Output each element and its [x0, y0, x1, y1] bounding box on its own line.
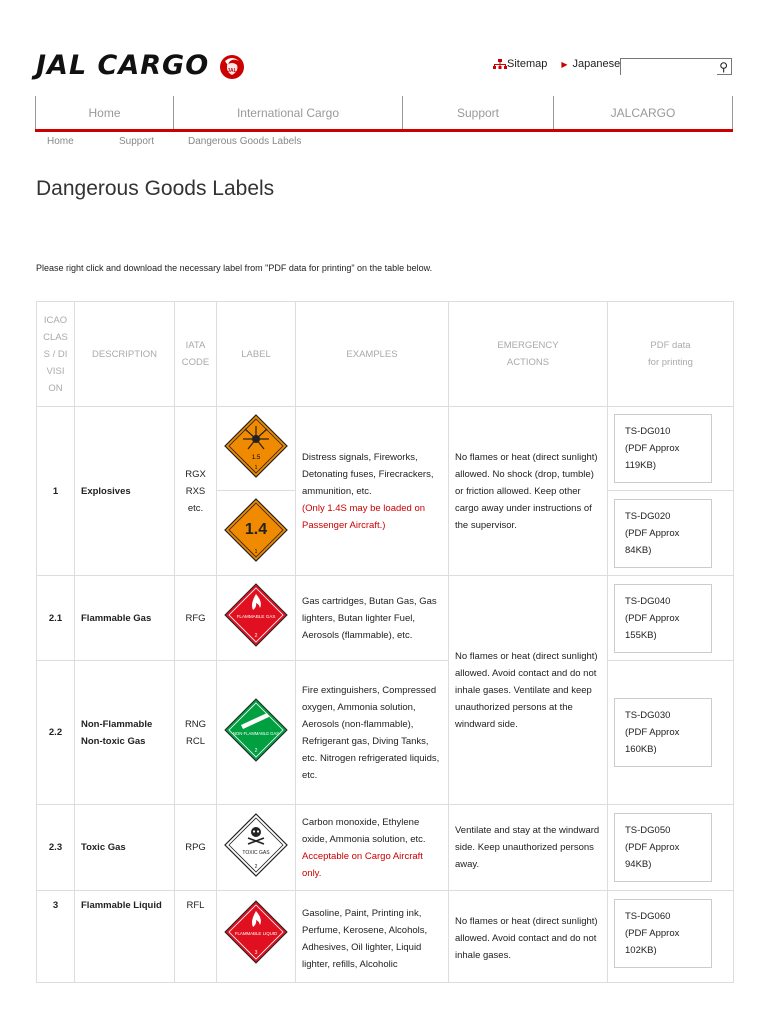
- pdf-cell: [608, 891, 734, 983]
- sitemap-link[interactable]: [493, 58, 547, 70]
- pdf-cell: [608, 661, 734, 805]
- search-box: [620, 58, 732, 75]
- header-iata: IATA CODE: [175, 302, 217, 407]
- emergency-cell: Ventilate and stay at the windward side. Keep unauthorized persons away.: [449, 805, 608, 891]
- header-description: DESCRIPTION: [75, 302, 175, 407]
- table-row-class-2-3: [37, 805, 734, 891]
- utility-links: [493, 58, 620, 70]
- explosive-label-division: 1.5: [251, 454, 261, 461]
- toxic-gas-label-text: TOXIC GAS: [242, 849, 270, 856]
- emergency-cell: No flames or heat (direct sunlight) allowed. No shock (drop, tumble) or friction allowed. Keep other cargo away under instructions of the supervisor.: [449, 407, 608, 576]
- nav-home[interactable]: Home: [35, 96, 173, 129]
- pdf-download-ts-dg020[interactable]: TS-DG020 (PDF Approx 84KB): [614, 499, 712, 568]
- intro-text: Please right click and download the necessary label from "PDF data for printing" on the table below.: [36, 263, 433, 273]
- logo-text: JAL CARGO: [36, 50, 210, 81]
- examples-cell: Fire extinguishers, Compressed oxygen, Ammonia solution, Aerosols (non-flammable), Refrigerant gas, Diving Tanks, etc. Nitrogen refrigerated liquids, etc.: [296, 661, 449, 805]
- pdf-cell: [608, 576, 734, 661]
- header-examples: EXAMPLES: [296, 302, 449, 407]
- explosive-1-4-label-class: 1: [254, 549, 258, 555]
- breadcrumb-support[interactable]: Support: [119, 136, 155, 147]
- toxic-gas-label-icon: [223, 812, 289, 878]
- pdf-download-ts-dg030[interactable]: TS-DG030 (PDF Approx 160KB): [614, 698, 712, 767]
- pdf-cell: [608, 805, 734, 891]
- arrow-right-icon: ▶: [561, 59, 568, 69]
- dangerous-goods-table: [36, 301, 734, 983]
- description-cell: Flammable Gas: [75, 576, 175, 661]
- label-cell: [217, 491, 296, 576]
- non-flammable-gas-label-icon: [223, 697, 289, 763]
- logo[interactable]: [36, 50, 247, 81]
- pdf-cell: [608, 491, 734, 576]
- explosive-1-4-label-text: 1.4: [244, 521, 268, 538]
- flammable-liquid-label-class: 3: [254, 950, 258, 956]
- explosive-label-icon: [223, 413, 289, 479]
- table-row-class-2-2: [37, 661, 734, 805]
- examples-note: (Only 1.4S may be loaded on Passenger Aircraft.): [302, 502, 426, 531]
- nav-jalcargo[interactable]: JALCARGO: [553, 96, 733, 129]
- breadcrumb-home[interactable]: Home: [47, 136, 74, 147]
- description-cell: Flammable Liquid: [75, 891, 175, 983]
- class-cell: 2.1: [37, 576, 75, 661]
- flammable-liquid-label-icon: [223, 899, 289, 965]
- crane-emblem-icon: [217, 51, 247, 81]
- pdf-download-ts-dg010[interactable]: TS-DG010 (PDF Approx 119KB): [614, 414, 712, 483]
- label-cell: [217, 407, 296, 491]
- iata-code-cell: RGX RXS etc.: [175, 407, 217, 576]
- table-row-class-3: [37, 891, 734, 983]
- toxic-gas-label-class: 2: [254, 863, 258, 870]
- flammable-gas-label-class: 2: [254, 633, 258, 639]
- flammable-gas-label-text: FLAMMABLE GAS: [236, 614, 276, 619]
- table-row-class-2-1: [37, 576, 734, 661]
- header-icao: ICAO CLASS / DIVISION: [37, 302, 75, 407]
- nav-support[interactable]: Support: [402, 96, 553, 129]
- table-header-row: [37, 302, 734, 407]
- main-nav: [35, 96, 733, 132]
- japanese-link[interactable]: [547, 58, 620, 70]
- nav-international-cargo[interactable]: International Cargo: [173, 96, 402, 129]
- iata-code-cell: RNG RCL: [175, 661, 217, 805]
- label-cell: [217, 576, 296, 661]
- explosive-label-class: 1: [254, 464, 258, 471]
- examples-note: Acceptable on Cargo Aircraft only.: [302, 850, 423, 879]
- search-icon[interactable]: ⚲: [719, 60, 728, 74]
- label-cell: [217, 805, 296, 891]
- emblem-label: JAL: [227, 67, 237, 74]
- description-cell: Non-Flammable Non-toxic Gas: [75, 661, 175, 805]
- pdf-download-ts-dg040[interactable]: TS-DG040 (PDF Approx 155KB): [614, 584, 712, 653]
- class-cell: 3: [37, 891, 75, 983]
- flammable-gas-label-icon: [223, 582, 289, 648]
- class-cell: 2.2: [37, 661, 75, 805]
- breadcrumb-current: Dangerous Goods Labels: [188, 136, 302, 147]
- pdf-download-ts-dg050[interactable]: TS-DG050 (PDF Approx 94KB): [614, 813, 712, 882]
- explosive-1-4-label-icon: [223, 497, 289, 563]
- header-label: LABEL: [217, 302, 296, 407]
- japanese-label: Japanese: [572, 58, 621, 70]
- label-cell: [217, 661, 296, 805]
- class-cell: 1: [37, 407, 75, 576]
- search-input[interactable]: [621, 62, 717, 77]
- sitemap-icon: [493, 59, 507, 70]
- header-emergency: EMERGENCY ACTIONS: [449, 302, 608, 407]
- iata-code-cell: RFG: [175, 576, 217, 661]
- iata-code-cell: RPG: [175, 805, 217, 891]
- table-row-class-1: [37, 407, 734, 491]
- pdf-download-ts-dg060[interactable]: TS-DG060 (PDF Approx 102KB): [614, 899, 712, 968]
- header-pdf: PDF data for printing: [608, 302, 734, 407]
- description-cell: Explosives: [75, 407, 175, 576]
- non-flammable-gas-label-text: NON-FLAMMABLE GAS: [232, 730, 280, 736]
- description-cell: Toxic Gas: [75, 805, 175, 891]
- iata-code-cell: RFL: [175, 891, 217, 983]
- sitemap-label: Sitemap: [507, 58, 548, 70]
- page-title: Dangerous Goods Labels: [36, 177, 275, 200]
- examples-cell: Distress signals, Fireworks, Detonating fuses, Firecrackers, ammunition, etc. (Only 1.4S may be loaded on Passenger Aircraft.): [296, 407, 449, 576]
- label-cell: [217, 891, 296, 983]
- class-cell: 2.3: [37, 805, 75, 891]
- emergency-cell-shared: No flames or heat (direct sunlight) allowed. Avoid contact and do not inhale gases. Ventilate and keep unauthorized persons at the windward side.: [449, 576, 608, 805]
- pdf-cell: [608, 407, 734, 491]
- examples-cell: Gas cartridges, Butan Gas, Gas lighters, Butan lighter Fuel, Aerosols (flammable), etc.: [296, 576, 449, 661]
- examples-cell: Gasoline, Paint, Printing ink, Perfume, Kerosene, Alcohols, Adhesives, Oil lighter, Liquid lighter, refills, Alcoholic: [296, 891, 449, 983]
- examples-cell: Carbon monoxide, Ethylene oxide, Ammonia solution, etc. Acceptable on Cargo Aircraft only.: [296, 805, 449, 891]
- emergency-cell: No flames or heat (direct sunlight) allowed. Avoid contact and do not inhale gases.: [449, 891, 608, 983]
- non-flammable-gas-label-class: 2: [254, 747, 258, 754]
- flammable-liquid-label-text: FLAMMABLE LIQUID: [234, 931, 278, 936]
